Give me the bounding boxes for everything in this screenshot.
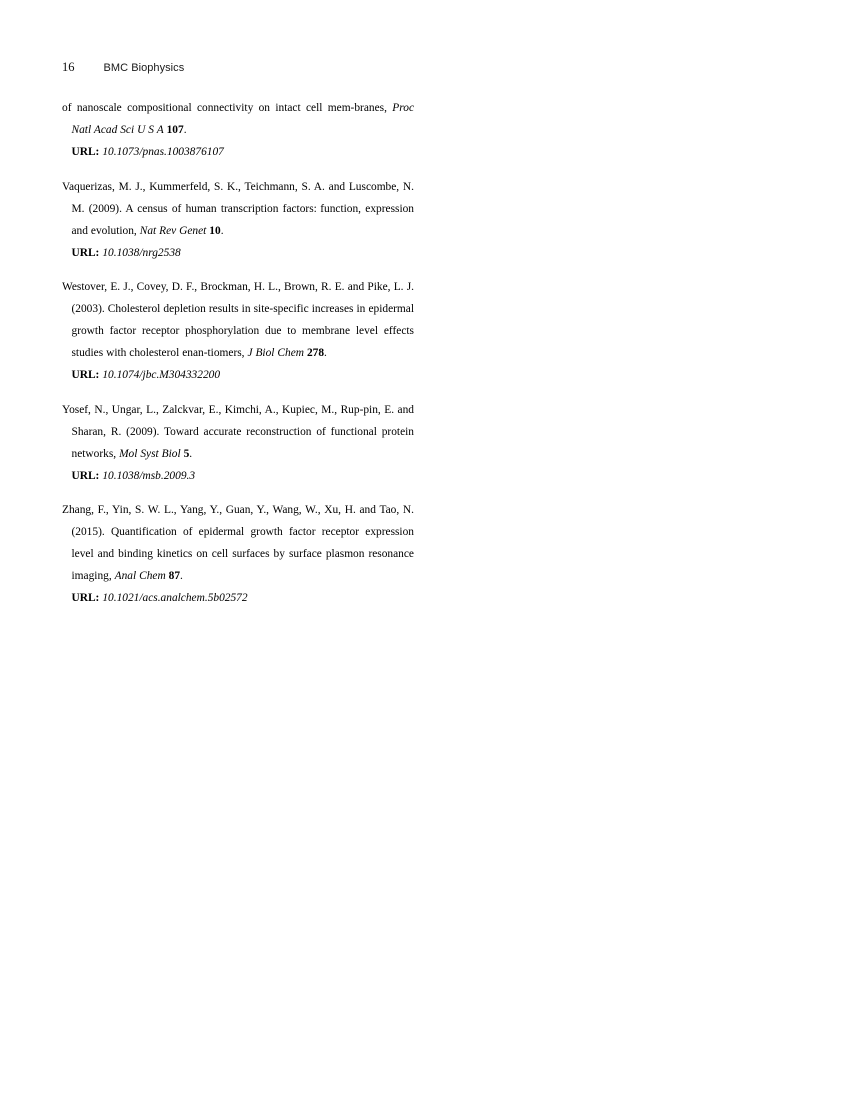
- journal-name: Nat Rev Genet: [139, 224, 207, 237]
- volume-number: 5: [183, 447, 190, 460]
- volume-number: 10: [209, 224, 221, 237]
- reference-segment: Westover, E. J., Covey, D. F., Brockman, H. L., Brown, R. E. and Pike, L. J. (2003). Cholesterol depletion results in site-specific increases in epidermal growth factor receptor phosphorylation due to membrane level effects studies with cholesterol enan-tiomers,: [62, 281, 414, 359]
- reference-url-line: [62, 242, 414, 264]
- reference-segment: .: [189, 447, 193, 460]
- url-label: URL:: [71, 592, 100, 604]
- reference-segment: A census of human transcription factors:: [125, 202, 317, 215]
- reference-segment: .: [183, 124, 187, 136]
- reference-url-line: [62, 465, 414, 487]
- volume-number: 87: [168, 570, 181, 582]
- reference-entry: [62, 499, 414, 609]
- reference-segment: Zhang, F., Yin, S. W. L., Yang, Y., Guan, Y., Wang, W., Xu, H. and Tao, N. (2015). Quantification of epidermal growth factor receptor expression level and binding kinetics on cell surfaces by surface plasmon resonance imaging,: [62, 504, 414, 582]
- url-value[interactable]: 10.1021/acs.analchem.5b02572: [102, 592, 248, 604]
- url-value[interactable]: 10.1073/pnas.1003876107: [102, 146, 224, 158]
- reference-url-line: [62, 141, 414, 163]
- volume-number: 107: [166, 124, 184, 136]
- reference-list: [62, 97, 414, 609]
- running-header: [62, 61, 184, 74]
- url-value[interactable]: 10.1038/msb.2009.3: [102, 469, 196, 482]
- reference-text: [62, 499, 414, 587]
- reference-segment: Yosef, N., Ungar, L., Zalckvar, E., Kimchi, A., Kupiec, M., Rup-pin, E. and Sharan, R. (2009). Toward accurate reconstruction of functional protein networks,: [62, 403, 414, 460]
- reference-segment: .: [180, 570, 183, 582]
- reference-entry: [62, 97, 414, 163]
- url-label: URL:: [71, 146, 100, 158]
- reference-url-line: [62, 364, 414, 386]
- url-value[interactable]: 10.1074/jbc.M304332200: [102, 369, 221, 381]
- reference-segment: .: [220, 224, 224, 237]
- reference-entry: [62, 399, 414, 487]
- url-value[interactable]: 10.1038/nrg2538: [102, 246, 181, 259]
- url-label: URL:: [71, 469, 100, 482]
- reference-url-line: [62, 587, 414, 609]
- reference-entry: [62, 176, 414, 264]
- url-label: URL:: [71, 369, 100, 381]
- journal-name: Proc Natl Acad Sci U S A: [71, 102, 414, 136]
- journal-name: Mol Syst Biol: [119, 447, 181, 460]
- journal-name: Anal Chem: [114, 570, 166, 582]
- reference-text: [62, 399, 414, 465]
- page-number: 16: [62, 60, 75, 74]
- reference-segment: Vaquerizas, M. J., Kummerfeld, S. K., Teichmann, S. A. and Luscombe, N. M. (2009).: [62, 180, 414, 215]
- journal-name: J Biol Chem: [247, 347, 304, 359]
- reference-text: [62, 97, 414, 141]
- reference-segment: of nanoscale compositional connectivity on intact cell mem-branes,: [62, 102, 393, 114]
- journal-title: BMC Biophysics: [103, 62, 185, 74]
- url-label: URL:: [71, 246, 100, 259]
- reference-entry: [62, 276, 414, 386]
- reference-segment: .: [324, 347, 327, 359]
- reference-text: [62, 176, 414, 242]
- reference-segment: function, expression and evolution,: [71, 202, 414, 237]
- reference-text: [62, 276, 414, 364]
- volume-number: 278: [306, 347, 325, 359]
